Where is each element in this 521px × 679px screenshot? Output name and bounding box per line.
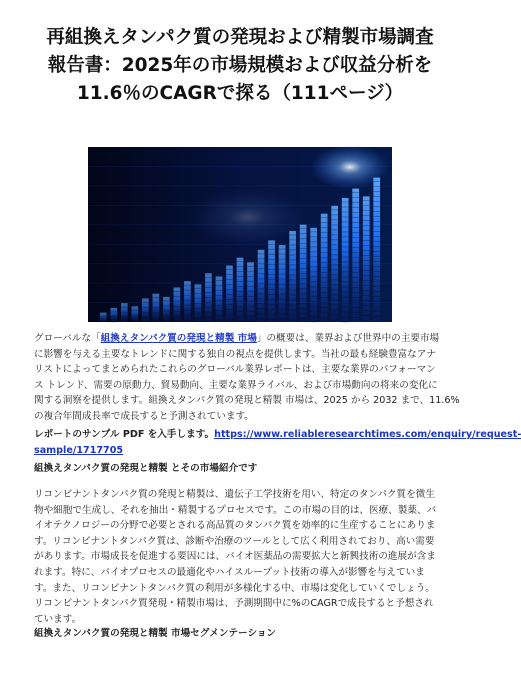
hero-bar [373, 178, 380, 322]
intro-line-4: ス トレンド、需要の原動力、貿易動向、主要な業界ライバル、および市場動向の将来の変化に [34, 379, 438, 391]
intro-line-3: リストによってまとめられたこれらのグローバル業界レポートは、主要な業界のパフォーマン [34, 364, 436, 376]
hero-bar [142, 298, 149, 322]
market-intro-line: があります。市場成長を促進する要因には、バイオ医薬品の需要拡大と新興技術の進展が含ま [34, 551, 436, 563]
intro-line-6: の複合年間成長率で成長すると予測されています。 [34, 410, 254, 422]
hero-bar [100, 313, 107, 322]
report-title [28, 24, 452, 108]
market-intro-line: す。また、リコンビナントタンパク質の利用が多様化する中、市場は変化していくでしょう。 [34, 582, 435, 594]
sample-request [34, 427, 521, 458]
intro-suffix: 」の概要は、業界および世界中の主要市場 [256, 333, 440, 344]
report-title-line-2: 報告書：2025年の市場規模および収益分析を [47, 55, 433, 76]
market-intro-line: リコンビナントタンパク質発現・精製市場は、予測期間中に%のCAGRで成長すると予想され [34, 598, 434, 610]
market-intro-line: れます。特に、バイオプロセスの最適化やハイスループット技術の導入が影響を与えていま [34, 566, 425, 578]
hero-bar [184, 281, 191, 322]
section-heading-market-intro: 組換えタンパク質の発現と精製 とその市場紹介です [34, 463, 258, 474]
sample-url-link[interactable]: https://www.reliableresearchtimes.com/enquiry/request- [214, 429, 521, 440]
report-title-line-1: 再組換えタンパク質の発現および精製市場調査 [46, 27, 434, 48]
hero-graphic [88, 147, 392, 322]
hero-bar [258, 250, 265, 322]
market-name-link[interactable]: 組換えタンパク質の発現と精製 市場 [100, 333, 257, 344]
hero-bar [121, 303, 128, 322]
market-intro-line: 物や細胞で生成し、それを抽出・精製するプロセスです。この市場の目的は、医療、製薬、バ [34, 504, 437, 516]
market-intro-line: す。リコンビナントタンパク質は、診断や治療のツールとして広く利用されており、高い需要 [34, 535, 435, 547]
section-heading-segmentation: 組換えタンパク質の発現と精製 市場セグメンテーション [34, 628, 277, 639]
intro-line-2: に影響を与える主要なトレンドに関する独自の視点を提供します。当社の最も経験豊富なアナ [34, 348, 436, 360]
market-intro-line: ています。 [34, 613, 82, 625]
hero-bar [131, 306, 138, 322]
market-intro-line: イオテクノロジーの分野で必要とされる高品質のタンパク質を効率的に生産することにありま [34, 520, 436, 532]
market-intro-line: リコンビナントタンパク質の発現と精製は、遺伝子工学技術を用い、特定のタンパク質を微生 [34, 489, 435, 500]
hero-bar [279, 245, 286, 322]
sample-label: レポートのサンプル PDF を入手します。 [34, 429, 215, 440]
hero-bar [226, 265, 233, 322]
intro-paragraph [34, 331, 460, 425]
sample-url-link-continued[interactable]: sample/1717705 [34, 444, 124, 456]
intro-line-5: 関する洞察を提供します。組換えタンパク質の発現と精製 市場は、2025 から 2032 まで、11.6% [34, 395, 460, 407]
hero-bar [237, 258, 244, 322]
hero-bar [110, 308, 117, 322]
market-intro-paragraph [34, 487, 448, 627]
report-title-line-3: 11.6％のCAGRで探る（111ページ） [76, 83, 404, 104]
hero-bar [352, 189, 359, 322]
hero-bar-chart-image [88, 147, 392, 322]
intro-prefix: グローバルな「 [34, 333, 101, 344]
